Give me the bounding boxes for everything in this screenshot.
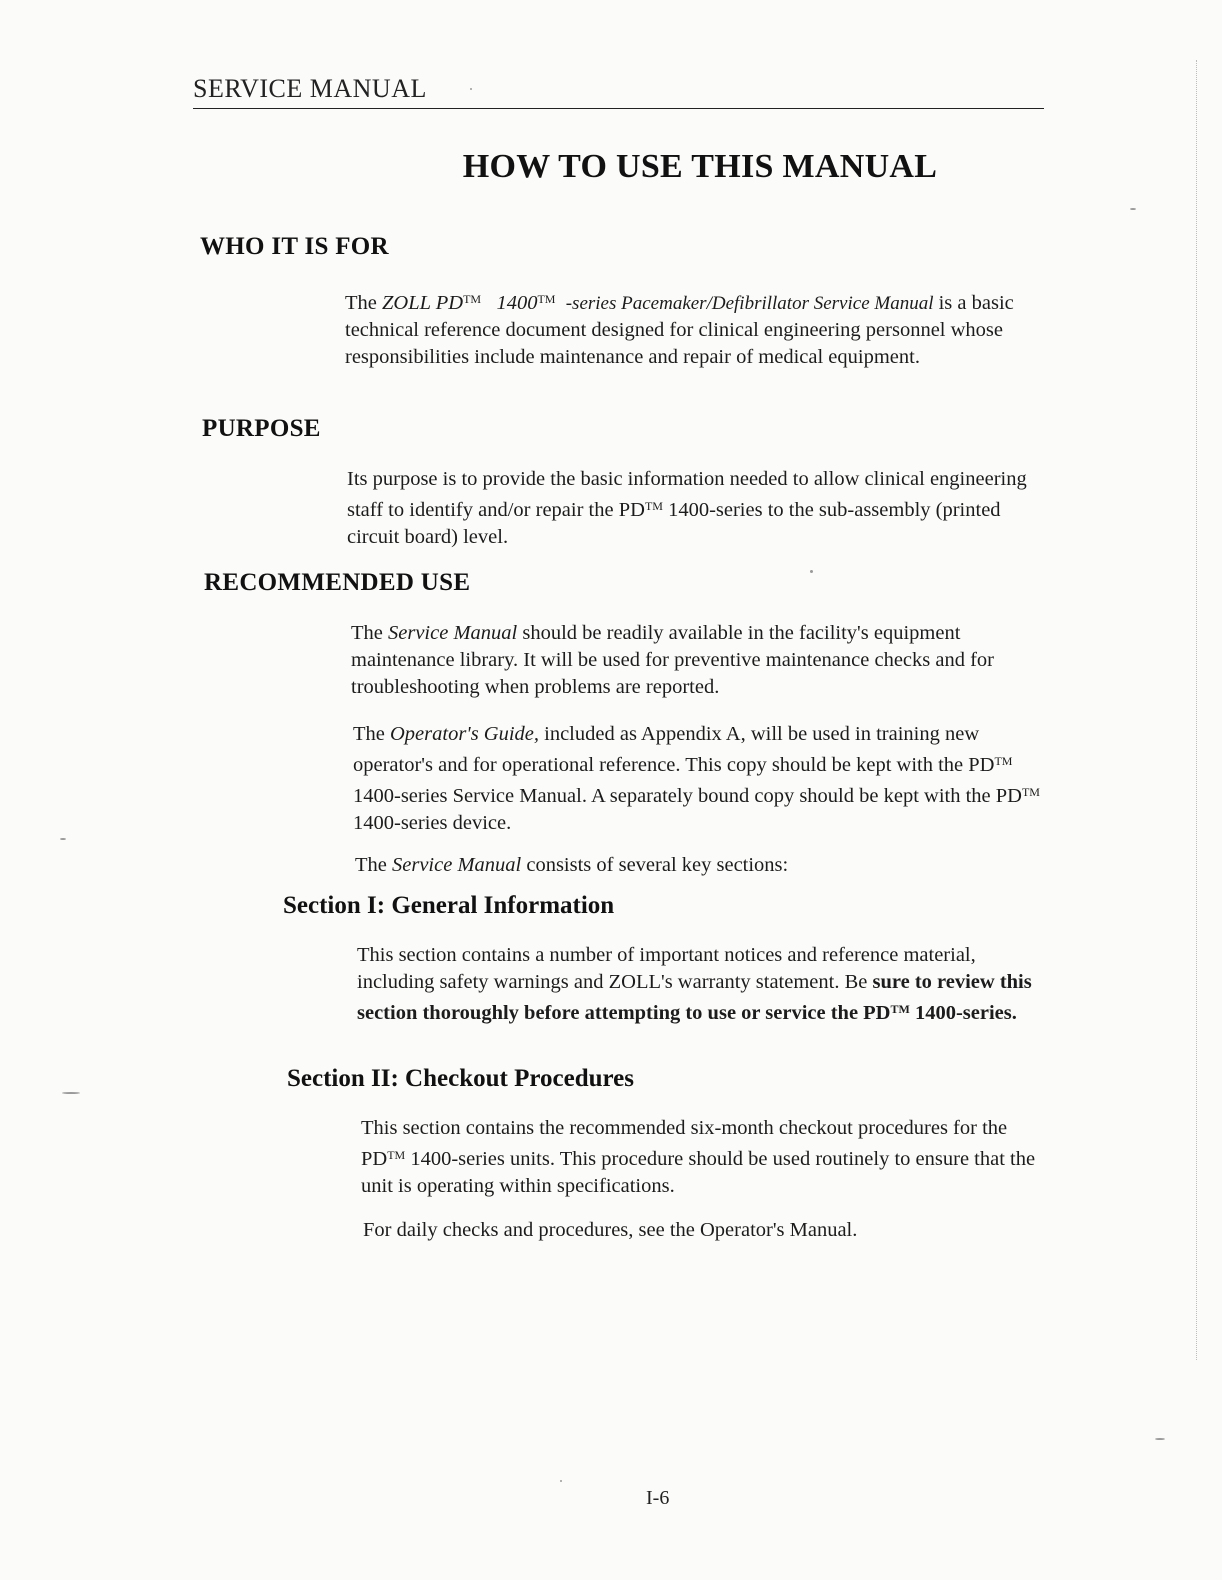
scan-speck (1130, 208, 1136, 210)
heading-purpose: PURPOSE (202, 415, 321, 442)
running-header: SERVICE MANUAL (193, 74, 427, 103)
scan-speck (62, 1092, 80, 1094)
recommended-use-paragraph-1: The Service Manual should be readily available in the facility's equipment maintenance library. It will be used for preventive maintenance checks and for troubleshooting when problems are reported. (351, 622, 995, 698)
scan-speck (470, 88, 472, 90)
heading-who-it-is-for: WHO IT IS FOR (200, 233, 389, 260)
scan-speck (1155, 1438, 1165, 1440)
header-rule (193, 108, 1044, 109)
scan-speck (810, 570, 813, 573)
who-it-is-for-paragraph: The ZOLL PD™ 1400™ -series Pacemaker/Defibrillator Service Manual is a basic technical reference document designed for clinical engineering personnel whose responsibilities include maintenance and repair of medical equipment. (345, 292, 1014, 368)
heading-section-1: Section I: General Information (283, 892, 615, 919)
scan-speck (560, 1480, 562, 1482)
scan-edge-mark (1196, 60, 1197, 1360)
purpose-paragraph: Its purpose is to provide the basic information needed to allow clinical engineering staff to identify and/or repair the PD™ 1400-series to the sub-assembly (printed circuit board) level. (347, 468, 1027, 548)
section-1-paragraph: This section contains a number of important notices and reference material, including safety warnings and ZOLL's warranty statement. Be sure to review this section thoroughly before attempting to use or service the PD™ 1400-series. (357, 944, 1032, 1024)
page-number: I-6 (646, 1487, 670, 1509)
heading-recommended-use: RECOMMENDED USE (204, 569, 471, 596)
heading-section-2: Section II: Checkout Procedures (287, 1065, 634, 1092)
section-2-paragraph-2: For daily checks and procedures, see the Operator's Manual. (363, 1219, 858, 1241)
recommended-use-paragraph-3: The Service Manual consists of several key sections: (355, 854, 789, 876)
page-title: HOW TO USE THIS MANUAL (462, 148, 938, 185)
section-2-paragraph-1: This section contains the recommended six-month checkout procedures for the PD™ 1400-series units. This procedure should be used routinely to ensure that the unit is operating within specifications. (361, 1117, 1036, 1197)
scan-speck (60, 838, 66, 840)
recommended-use-paragraph-2: The Operator's Guide, included as Appendix A, will be used in training new operator's and for operational reference. This copy should be kept with the PD™ 1400-series Service Manual. A separately bound copy should be kept with the PD™ 1400-series device. (353, 723, 1040, 834)
